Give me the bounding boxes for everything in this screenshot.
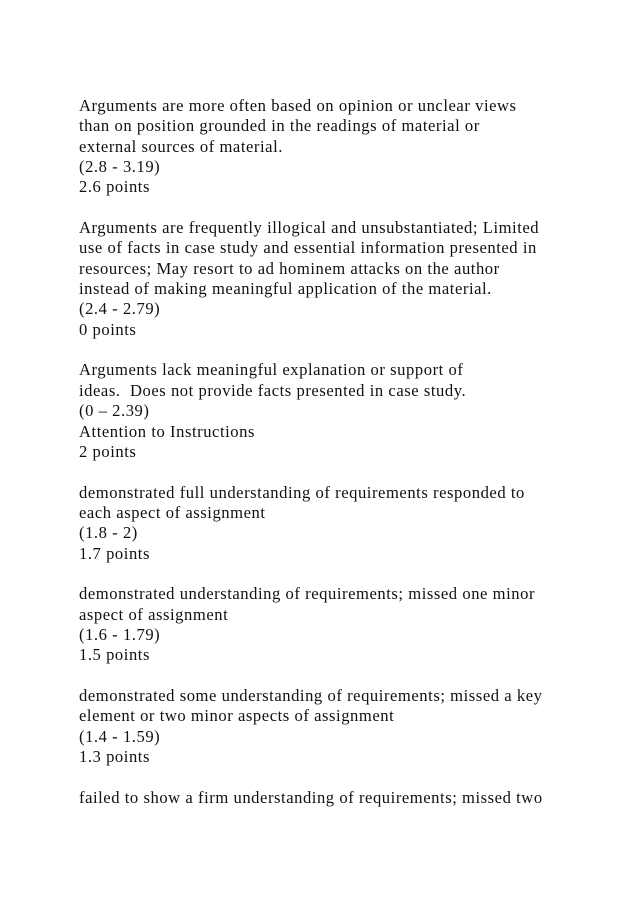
paragraph	[79, 788, 619, 808]
text-line: demonstrated understanding of requirements; missed one minor	[79, 584, 536, 604]
section-heading: Attention to Instructions	[79, 421, 255, 441]
text-line: demonstrated full understanding of requirements responded to	[79, 482, 525, 502]
paragraph-spacer	[79, 564, 619, 584]
text-line: than on position grounded in the readings of material or	[79, 116, 480, 136]
paragraph	[79, 218, 619, 340]
score-range: (1.8 - 2)	[79, 523, 138, 543]
paragraph	[79, 360, 619, 462]
text-line: external sources of material.	[79, 136, 283, 156]
score-range: (1.4 - 1.59)	[79, 726, 161, 746]
points-value: 2 points	[79, 441, 137, 461]
text-line: use of facts in case study and essential information presented in	[79, 238, 537, 258]
text-line: Arguments are frequently illogical and unsubstantiated; Limited	[79, 218, 540, 238]
points-value: 1.7 points	[79, 543, 150, 563]
paragraph-spacer	[79, 198, 619, 218]
paragraph	[79, 96, 619, 198]
paragraph-spacer	[79, 767, 619, 787]
score-range: (0 – 2.39)	[79, 401, 150, 421]
text-line: element or two minor aspects of assignment	[79, 706, 395, 726]
score-range: (2.8 - 3.19)	[79, 157, 161, 177]
paragraph-spacer	[79, 340, 619, 360]
text-line: ideas. Does not provide facts presented in case study.	[79, 380, 467, 400]
text-line: Arguments are more often based on opinion or unclear views	[79, 96, 517, 115]
text-line: Arguments lack meaningful explanation or support of	[79, 360, 464, 380]
points-value: 1.5 points	[79, 645, 150, 665]
points-value: 0 points	[79, 319, 137, 339]
text-line: each aspect of assignment	[79, 502, 266, 522]
text-line: failed to show a firm understanding of requirements; missed two	[79, 787, 543, 807]
text-line: demonstrated some understanding of requirements; missed a key	[79, 685, 543, 705]
score-range: (1.6 - 1.79)	[79, 624, 161, 644]
paragraph	[79, 686, 619, 767]
points-value: 2.6 points	[79, 177, 150, 197]
paragraph	[79, 483, 619, 564]
text-line: instead of making meaningful application of the material.	[79, 279, 492, 299]
points-value: 1.3 points	[79, 747, 150, 766]
paragraph	[79, 584, 619, 665]
paragraph-spacer	[79, 462, 619, 482]
text-line: aspect of assignment	[79, 604, 229, 624]
paragraph-spacer	[79, 666, 619, 686]
document-body	[79, 96, 619, 808]
score-range: (2.4 - 2.79)	[79, 299, 161, 319]
text-line: resources; May resort to ad hominem attacks on the author	[79, 258, 500, 278]
